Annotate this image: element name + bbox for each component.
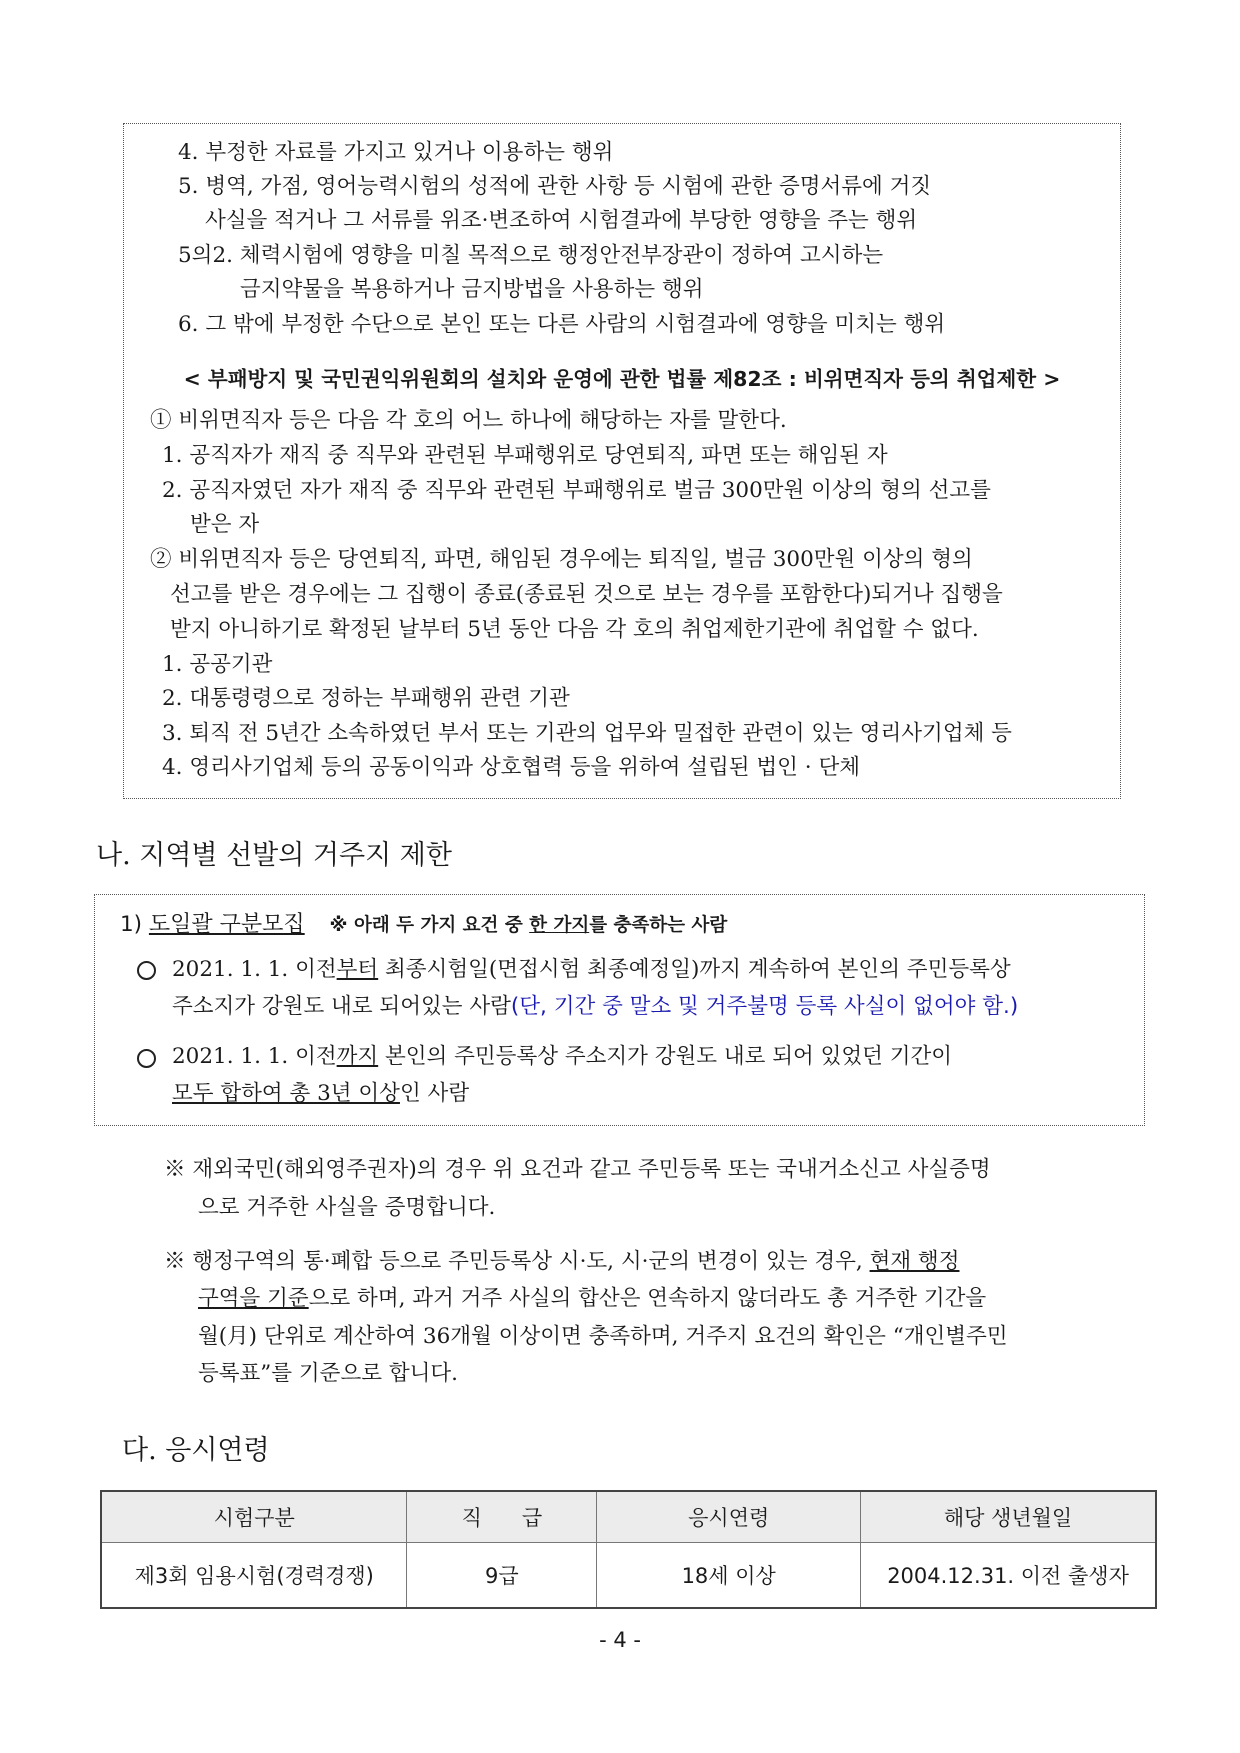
page-number: - 4 - [599,1628,641,1652]
box1-line-2: 5. 병역, 가점, 영어능력시험의 성적에 관한 사항 등 시험에 관한 증명서류에 거짓 [178,174,932,199]
table-cell: 제3회 임용시험(경력경쟁) [101,1543,407,1609]
age-requirement-table [100,1490,1157,1609]
section-da-title: 다. 응시연령 [122,1435,270,1466]
note-2-line-2: 구역을 기준으로 하며, 과거 거주 사실의 합산은 연속하지 않더라도 총 거주한 기간을 [198,1286,987,1311]
condition-1-line-2: 주소지가 강원도 내로 되어있는 사람(단, 기간 중 말소 및 거주불명 등록 사실이 없어야 함.) [172,994,1019,1019]
condition-1-caveat: (단, 기간 중 말소 및 거주불명 등록 사실이 없어야 함.) [510,994,1019,1019]
law-line-6: 선고를 받은 경우에는 그 집행이 종료(종료된 것으로 보는 경우를 포함한다)되거나 집행을 [170,582,1003,607]
table-cell: 2004.12.31. 이전 출생자 [861,1543,1156,1609]
circle-bullet-icon [137,961,156,980]
law-line-1: ① 비위면직자 등은 다음 각 호의 어느 하나에 해당하는 자를 말한다. [150,408,787,433]
condition-1-line-1: 2021. 1. 1. 이전부터 최종시험일(면접시험 최종예정일)까지 계속하여 본인의 주민등록상 [172,957,1011,982]
law-line-10: 3. 퇴직 전 5년간 소속하였던 부서 또는 기관의 업무와 밀접한 관련이 있는 영리사기업체 등 [162,721,1012,746]
requirement-note: ※ 아래 두 가지 요건 중 한 가지를 충족하는 사람 [329,915,728,936]
note-2-line-4: 등록표”를 기준으로 합니다. [198,1361,458,1386]
circle-bullet-icon [137,1049,156,1068]
law-heading: < 부패방지 및 국민권익위원회의 설치와 운영에 관한 법률 제82조 : 비위면직자 등의 취업제한 > [183,367,1061,391]
law-line-7: 받지 아니하기로 확정된 날부터 5년 동안 다음 각 호의 취업제한기관에 취업할 수 없다. [170,617,979,642]
box1-line-1: 4. 부정한 자료를 가지고 있거나 이용하는 행위 [178,140,614,165]
condition-2-line-2: 모두 합하여 총 3년 이상인 사람 [172,1081,470,1106]
law-line-8: 1. 공공기관 [162,652,273,677]
law-line-3: 2. 공직자였던 자가 재직 중 직무와 관련된 부패행위로 벌금 300만원 이상의 형의 선고를 [162,478,991,503]
table-header-cell: 직 급 [407,1491,597,1543]
table-header-cell: 응시연령 [597,1491,861,1543]
item-number: 1) [120,912,143,937]
note-2-line-1: ※ 행정구역의 통·폐합 등으로 주민등록상 시·도, 시·군의 변경이 있는 경우, 현재 행정 [164,1249,960,1274]
table-header-row [101,1491,1156,1543]
law-line-9: 2. 대통령령으로 정하는 부패행위 관련 기관 [162,686,570,711]
box1-line-4: 5의2. 체력시험에 영향을 미칠 목적으로 행정안전부장관이 정하여 고시하는 [178,243,884,268]
condition-2-line-1: 2021. 1. 1. 이전까지 본인의 주민등록상 주소지가 강원도 내로 되어 있었던 기간이 [172,1044,953,1069]
table-row [101,1543,1156,1609]
table-cell: 9급 [407,1543,597,1609]
law-line-4: 받은 자 [190,512,260,537]
law-line-2: 1. 공직자가 재직 중 직무와 관련된 부패행위로 당연퇴직, 파면 또는 해임된 자 [162,443,888,468]
box1-line-5: 금지약물을 복용하거나 금지방법을 사용하는 행위 [240,277,704,302]
requirement-heading [120,910,727,941]
note-2-line-3: 월(月) 단위로 계산하여 36개월 이상이면 충족하며, 거주지 요건의 확인은 “개인별주민 [198,1324,1008,1349]
note-1-line-1: ※ 재외국민(해외영주권자)의 경우 위 요건과 같고 주민등록 또는 국내거소신고 사실증명 [164,1157,991,1182]
law-line-11: 4. 영리사기업체 등의 공동이익과 상호협력 등을 위하여 설립된 법인 · 단체 [162,755,860,780]
law-line-5: ② 비위면직자 등은 당연퇴직, 파면, 해임된 경우에는 퇴직일, 벌금 300만원 이상의 형의 [150,547,973,572]
table-header-cell: 해당 생년월일 [861,1491,1156,1543]
table-cell: 18세 이상 [597,1543,861,1609]
table-header-cell: 시험구분 [101,1491,407,1543]
note-1-line-2: 으로 거주한 사실을 증명합니다. [198,1195,496,1220]
box1-line-6: 6. 그 밖에 부정한 수단으로 본인 또는 다른 사람의 시험결과에 영향을 미치는 행위 [178,312,946,337]
item-label: 도일괄 구분모집 [148,912,305,937]
section-na-title: 나. 지역별 선발의 거주지 제한 [96,840,452,871]
box1-line-3: 사실을 적거나 그 서류를 위조·변조하여 시험결과에 부당한 영향을 주는 행위 [205,208,918,233]
